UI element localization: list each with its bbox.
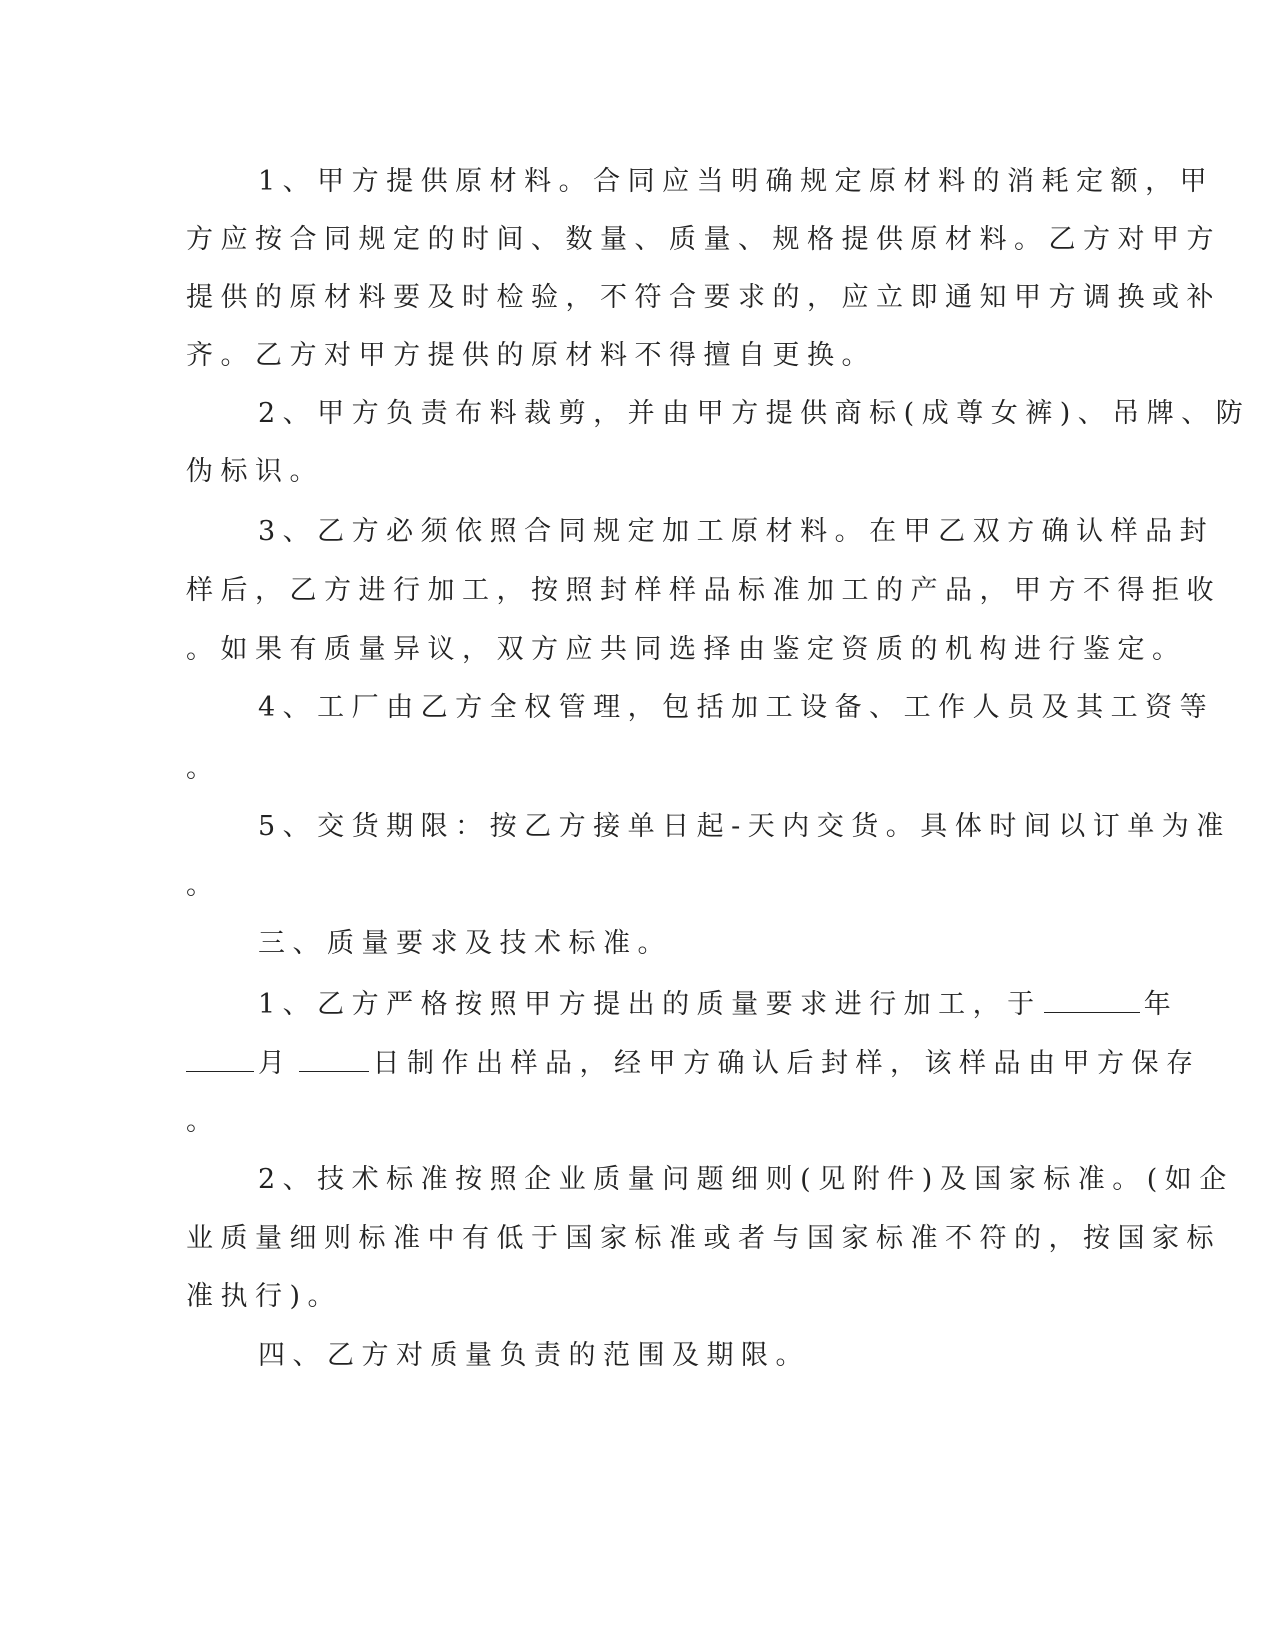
year-blank — [1044, 986, 1140, 1013]
paragraph-line: 方应按合同规定的时间、数量、质量、规格提供原材料。乙方对甲方 — [186, 224, 1221, 255]
month-blank — [186, 1045, 254, 1072]
paragraph-line: 5、交货期限：按乙方接单日起-天内交货。具体时间以订单为准 — [258, 811, 1231, 842]
paragraph-line: 。 — [186, 1106, 221, 1137]
paragraph-line — [258, 986, 1178, 1022]
day-blank — [299, 1045, 369, 1072]
paragraph-line — [186, 1045, 1201, 1081]
paragraph-line: 。 — [186, 753, 221, 784]
paragraph-line: 3、乙方必须依照合同规定加工原材料。在甲乙双方确认样品封 — [258, 516, 1215, 547]
section-heading: 三、质量要求及技术标准。 — [258, 928, 672, 959]
paragraph-line: 。如果有质量异议，双方应共同选择由鉴定资质的机构进行鉴定。 — [186, 634, 1187, 665]
paragraph-line: 1、甲方提供原材料。合同应当明确规定原材料的消耗定额，甲 — [258, 166, 1215, 197]
line-text: 日制作出样品，经甲方确认后封样，该样品由甲方保存 — [372, 1048, 1201, 1079]
paragraph-line: 准执行)。 — [186, 1281, 343, 1312]
paragraph-line: 样后，乙方进行加工，按照封样样品标准加工的产品，甲方不得拒收 — [186, 575, 1221, 606]
paragraph-line: 2、甲方负责布料裁剪，并由甲方提供商标(成尊女裤)、吊牌、防 — [258, 398, 1251, 429]
paragraph-line: 。 — [186, 870, 221, 901]
paragraph-line: 提供的原材料要及时检验，不符合要求的，应立即通知甲方调换或补 — [186, 282, 1221, 313]
paragraph-line: 齐。乙方对甲方提供的原材料不得擅自更换。 — [186, 340, 876, 371]
paragraph-line: 伪标识。 — [186, 456, 324, 487]
paragraph-line: 2、技术标准按照企业质量问题细则(见附件)及国家标准。(如企 — [258, 1164, 1234, 1195]
line-text: 年 — [1143, 989, 1179, 1020]
section-heading: 四、乙方对质量负责的范围及期限。 — [258, 1340, 810, 1371]
line-text: 月 — [258, 1048, 293, 1079]
paragraph-line: 4、工厂由乙方全权管理，包括加工设备、工作人员及其工资等 — [258, 692, 1215, 723]
paragraph-line: 业质量细则标准中有低于国家标准或者与国家标准不符的，按国家标 — [186, 1223, 1221, 1254]
line-text: 1、乙方严格按照甲方提出的质量要求进行加工，于 — [258, 989, 1042, 1020]
